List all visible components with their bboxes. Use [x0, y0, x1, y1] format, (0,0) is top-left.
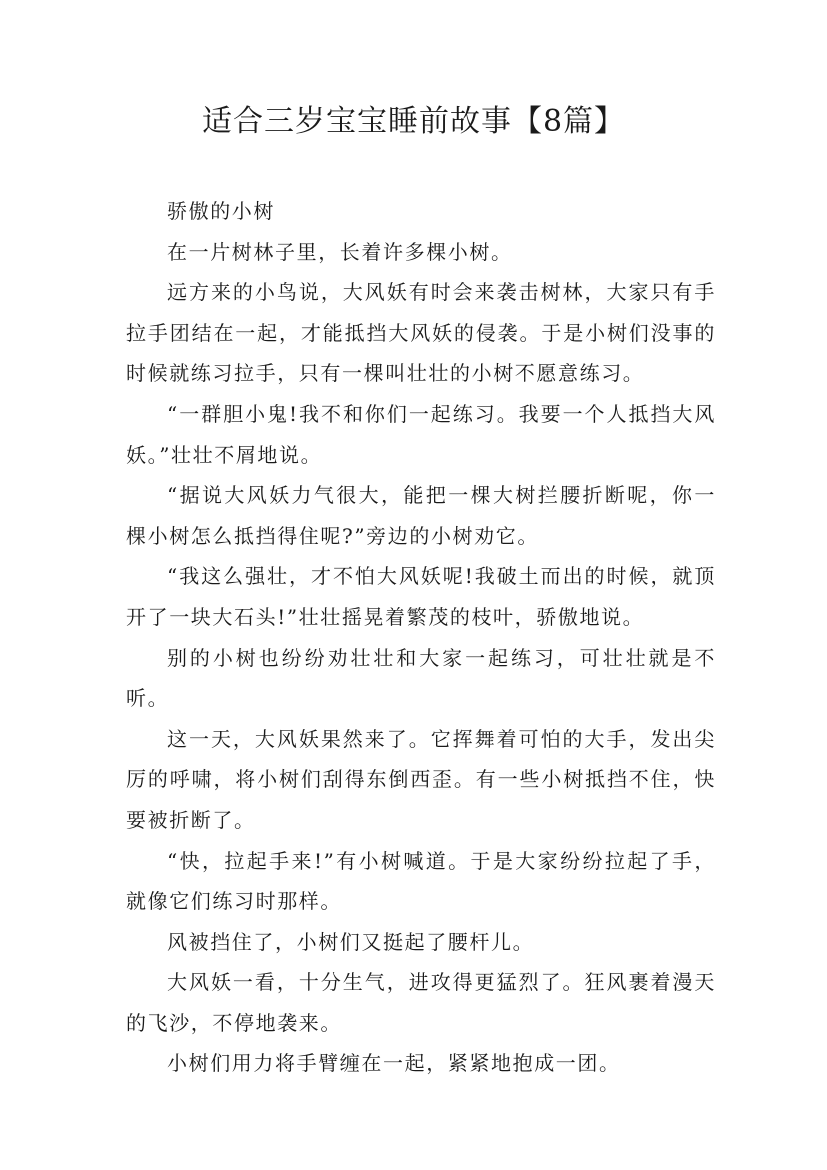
- story-title-line: 骄傲的小树: [167, 199, 275, 223]
- paragraph: 风被挡住了，小树们又挺起了腰杆儿。: [167, 929, 535, 954]
- paragraph: 这一天，大风妖果然来了。它挥舞着可怕的大手，发出尖厉的呼啸，将小树们刮得东倒西歪。有一些小树抵挡不住，快要被折断了。: [126, 726, 716, 832]
- paragraph: 小树们用力将手臂缠在一起，紧紧地抱成一团。: [167, 1051, 621, 1076]
- paragraph: 远方来的小鸟说，大风妖有时会来袭击树林，大家只有手拉手团结在一起，才能抵挡大风妖的侵袭。于是小树们没事的时候就练习拉手，只有一棵叫壮壮的小树不愿意练习。: [126, 280, 716, 386]
- document-title: 适合三岁宝宝睡前故事【8篇】: [201, 104, 626, 139]
- paragraph: “我这么强壮，才不怕大风妖呢!我破土而出的时候，就顶开了一块大石头!”壮壮摇晃着繁茂的枝叶，骄傲地说。: [126, 564, 716, 629]
- paragraph: “一群胆小鬼!我不和你们一起练习。我要一个人抵挡大风妖。”壮壮不屑地说。: [126, 401, 716, 467]
- story-body: [126, 191, 716, 1084]
- paragraph: 别的小树也纷纷劝壮壮和大家一起练习，可壮壮就是不听。: [126, 645, 716, 711]
- paragraph: “据说大风妖力气很大，能把一棵大树拦腰折断呢，你一棵小树怎么抵挡得住呢?”旁边的小树劝它。: [126, 483, 716, 548]
- paragraph: 在一片树林子里，长着许多棵小树。: [167, 239, 513, 264]
- paragraph: 大风妖一看，十分生气，进攻得更猛烈了。狂风裹着漫天的飞沙，不停地袭来。: [126, 970, 716, 1035]
- paragraph: “快，拉起手来!”有小树喊道。于是大家纷纷拉起了手，就像它们练习时那样。: [126, 848, 716, 914]
